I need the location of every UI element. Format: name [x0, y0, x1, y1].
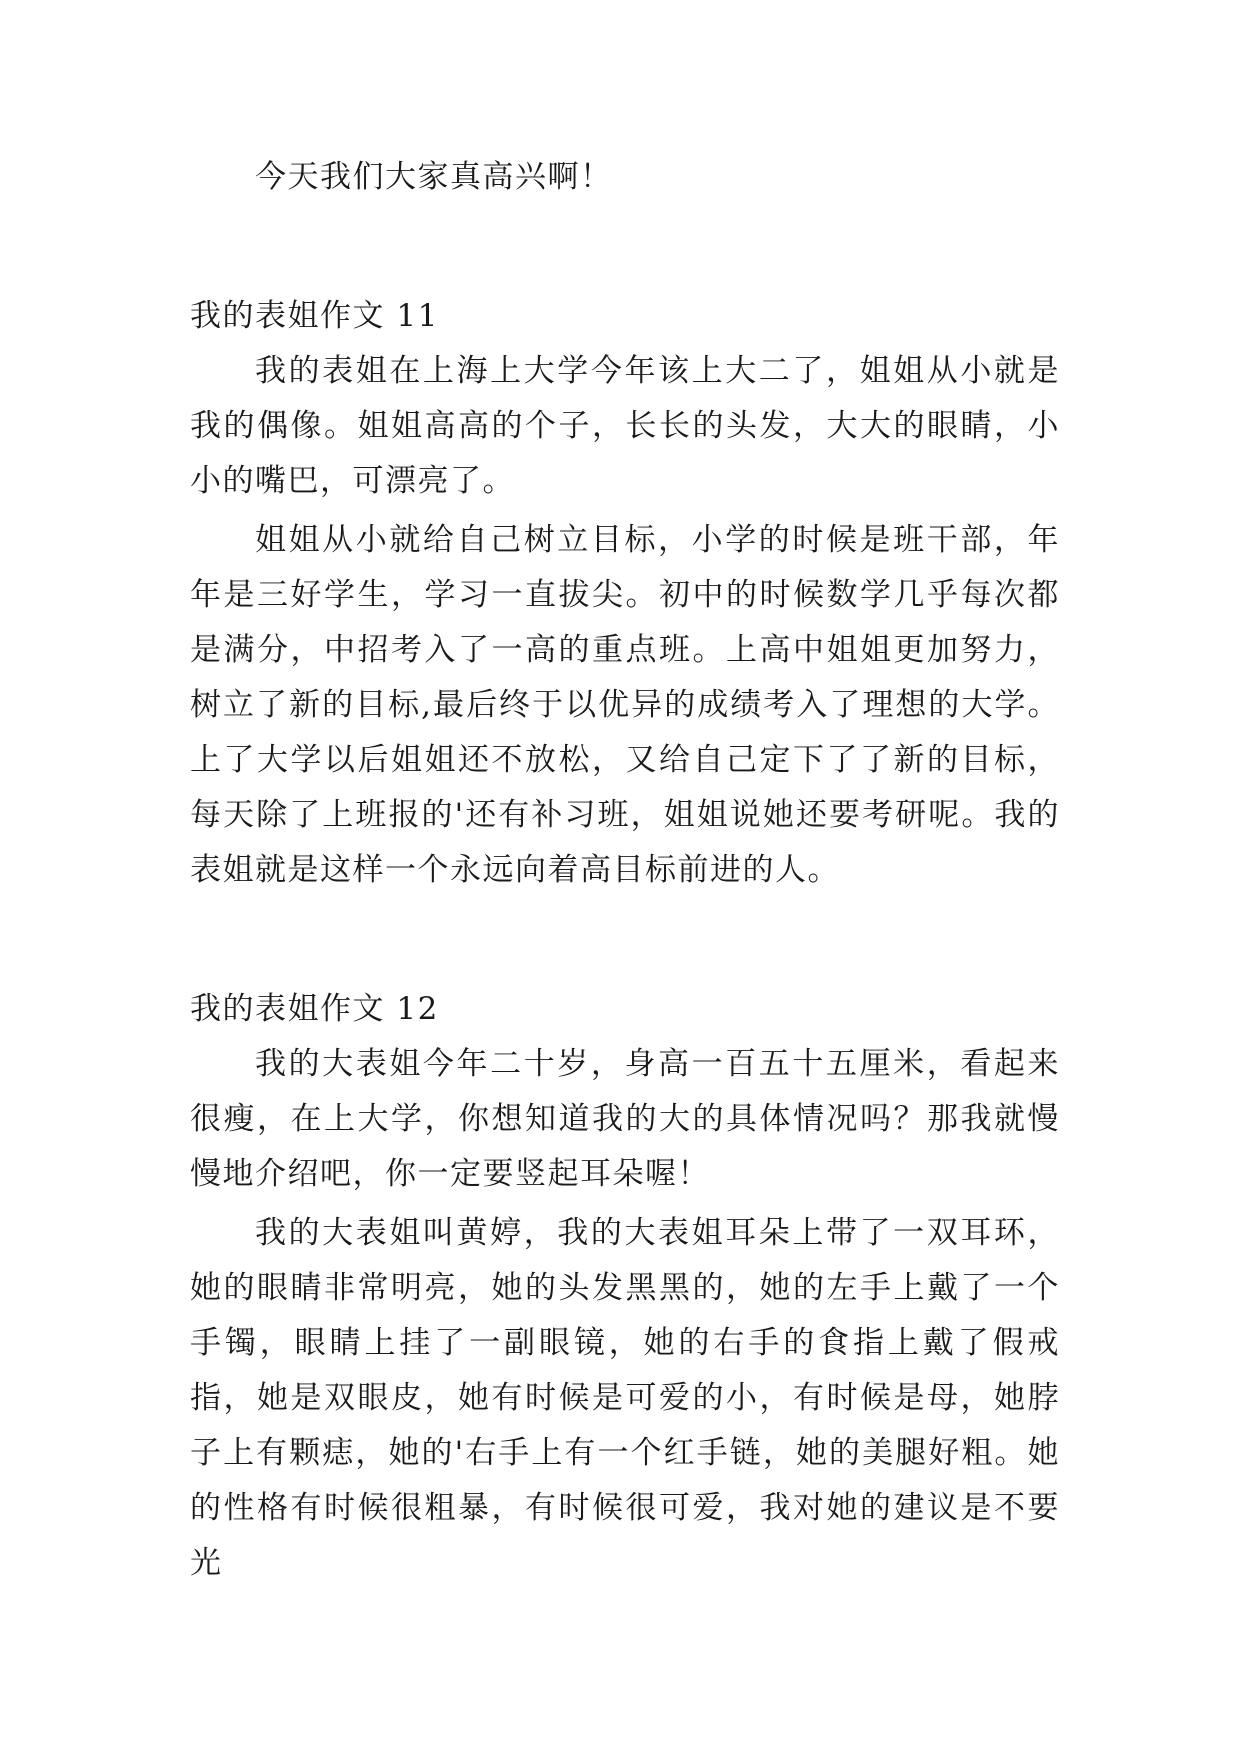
intro-closing-paragraph: 今天我们大家真高兴啊！ — [255, 159, 613, 195]
section-12-paragraph-1: 我的大表姐今年二十岁，身高一百五十五厘米，看起来很瘦，在上大学，你想知道我的大的具体情况吗？那我就慢慢地介绍吧，你一定要竖起耳朵喔！ — [190, 1046, 1060, 1192]
section-title-11: 我的表姐作文 11 — [190, 298, 439, 334]
section-title-12: 我的表姐作文 12 — [190, 991, 439, 1027]
section-11-paragraph-1: 我的表姐在上海上大学今年该上大二了，姐姐从小就是我的偶像。姐姐高高的个子，长长的头发，大大的眼睛，小小的嘴巴，可漂亮了。 — [190, 353, 1060, 499]
document-page — [190, 150, 1060, 1591]
section-12-paragraph-2: 我的大表姐叫黄婷，我的大表姐耳朵上带了一双耳环，她的眼睛非常明亮，她的头发黑黑的，她的左手上戴了一个手镯，眼睛上挂了一副眼镜，她的右手的食指上戴了假戒指，她是双眼皮，她有时候是可爱的小，有时候是母，她脖子上有颗痣，她的'右手上有一个红手链，她的美腿好粗。她的性格有时候很粗暴，有时候很可爱，我对她的建议是不要光 — [190, 1215, 1060, 1581]
section-11-paragraph-2: 姐姐从小就给自己树立目标，小学的时候是班干部，年年是三好学生，学习一直拔尖。初中的时候数学几乎每次都是满分，中招考入了一高的重点班。上高中姐姐更加努力，树立了新的目标,最后终于以优异的成绩考入了理想的大学。上了大学以后姐姐还不放松，又给自己定下了了新的目标，每天除了上班报的'还有补习班，姐姐说她还要考研呢。我的表姐就是这样一个永远向着高目标前进的人。 — [190, 522, 1060, 888]
